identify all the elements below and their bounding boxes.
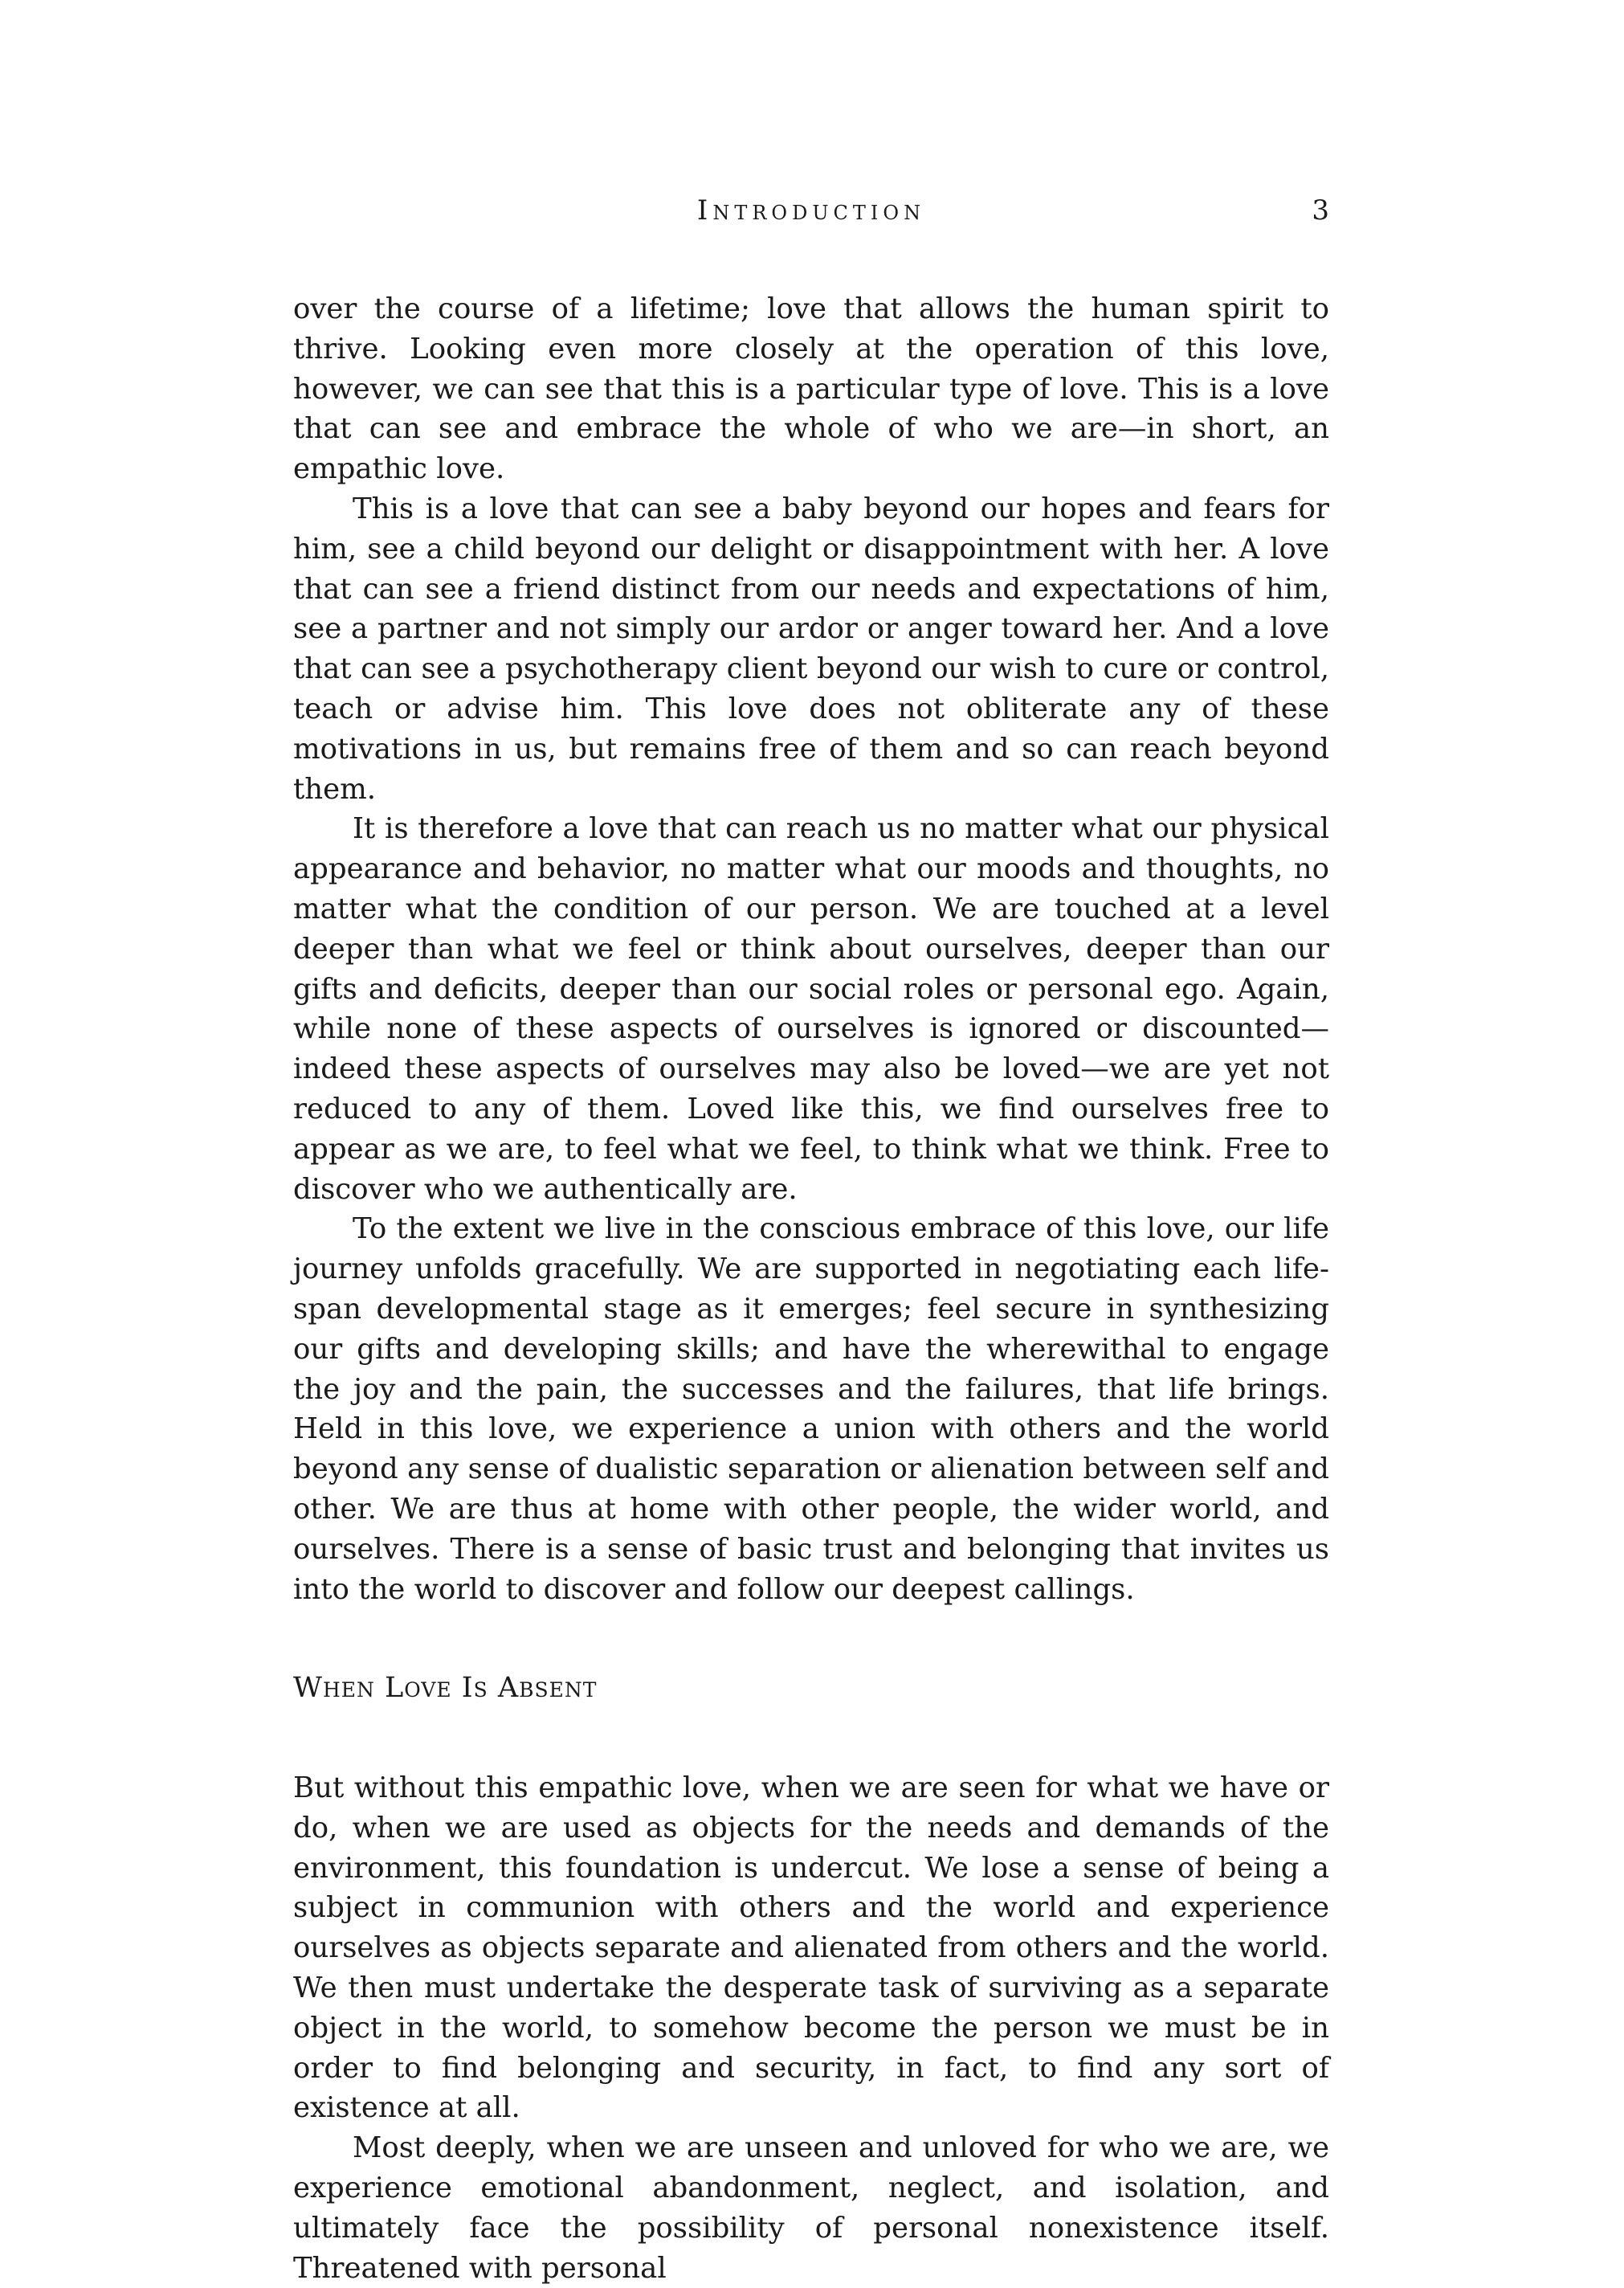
- paragraph-final: Most deeply, when we are unseen and unloved for who we are, we experience emotional abandonment, neglect, and isolation, and ultimately face the possibility of personal nonexistence itself. Threatened with personal: [293, 2131, 1329, 2285]
- paragraph: This is a love that can see a baby beyond our hopes and fears for him, see a child beyond our delight or disappointment with her. A love that can see a friend distinct from our needs and expectations of him, see a partner and not simply our ardor or anger toward her. And a love that can see a psychotherapy client beyond our wish to cure or control, teach or advise him. This love does not obliterate any of these motivations in us, but remains free of them and so can reach beyond them.: [293, 492, 1329, 806]
- running-head: [293, 193, 1329, 228]
- body-text: [293, 289, 1329, 2288]
- page-number: 3: [1312, 194, 1329, 227]
- running-head-title: Introduction: [696, 194, 926, 227]
- section-heading: When Love Is Absent: [293, 1672, 598, 1705]
- paragraph: It is therefore a love that can reach us no matter what our physical appearance and behavior, no matter what our moods and thoughts, no matter what the condition of our person. We are touched at a level deeper than what we feel or think about ourselves, deeper than our gifts and deficits, deeper than our social roles or personal ego. Again, while none of these aspects of ourselves is ignored or discounted—indeed these aspects of ourselves may also be loved—we are yet not reduced to any of them. Loved like this, we find ourselves free to appear as we are, to feel what we feel, to think what we think. Free to discover who we authentically are.: [293, 812, 1329, 1206]
- paragraph: But without this empathic love, when we are seen for what we have or do, when we are used as objects for the needs and demands of the environment, this foundation is undercut. We lose a sense of being a subject in communion with others and the world and experience ourselves as objects separate and alienated from others and the world. We then must undertake the desperate task of surviving as a separate object in the world, to somehow become the person we must be in order to find belonging and security, in fact, to find any sort of existence at all.: [293, 1771, 1329, 2125]
- paragraph-continued: over the course of a lifetime; love that allows the human spirit to thrive. Looking even more closely at the operation of this love, however, we can see that this is a particular type of love. This is a love that can see and embrace the whole of who we are—in short, an empathic love.: [293, 292, 1329, 486]
- paragraph: To the extent we live in the conscious embrace of this love, our life journey unfolds gracefully. We are supported in negotiating each life-span developmental stage as it emerges; feel secure in synthesizing our gifts and developing skills; and have the wherewithal to engage the joy and the pain, the successes and the failures, that life brings. Held in this love, we experience a union with others and the world beyond any sense of dualistic separation or alienation between self and other. We are thus at home with other people, the wider world, and ourselves. There is a sense of basic trust and belonging that invites us into the world to discover and follow our deepest callings.: [293, 1212, 1329, 1606]
